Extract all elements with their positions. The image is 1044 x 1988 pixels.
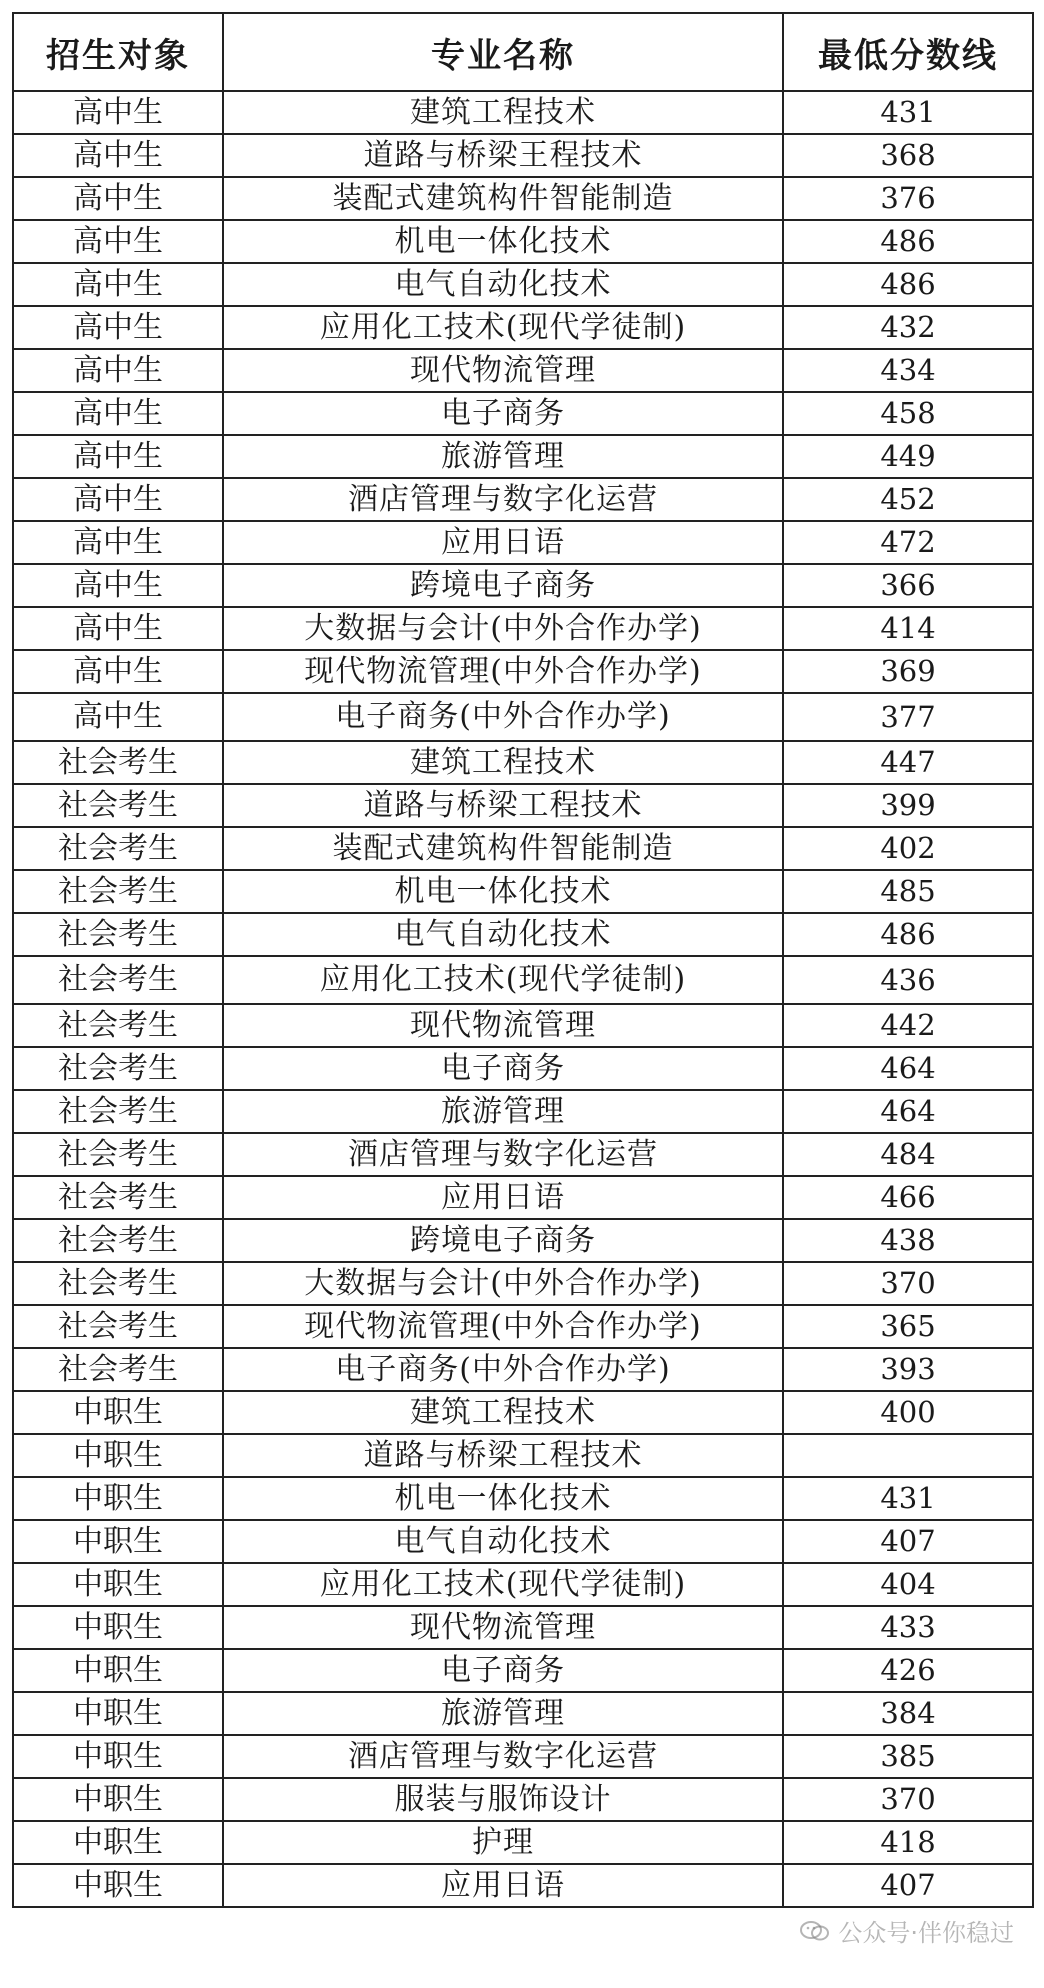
cell-major: 机电一体化技术 — [223, 870, 783, 913]
cell-target: 中职生 — [13, 1649, 223, 1692]
cell-major: 酒店管理与数字化运营 — [223, 1735, 783, 1778]
table-row — [13, 1735, 1033, 1778]
cell-major: 酒店管理与数字化运营 — [223, 478, 783, 521]
table-row — [13, 870, 1033, 913]
table-row — [13, 1520, 1033, 1563]
cell-score: 407 — [783, 1520, 1033, 1563]
cell-score: 393 — [783, 1348, 1033, 1391]
header-min-score: 最低分数线 — [783, 13, 1033, 91]
cell-target: 社会考生 — [13, 1262, 223, 1305]
cell-score — [783, 1434, 1033, 1477]
cell-target: 高中生 — [13, 650, 223, 693]
cell-target: 高中生 — [13, 306, 223, 349]
cell-major: 电子商务 — [223, 1649, 783, 1692]
cell-target: 社会考生 — [13, 784, 223, 827]
cell-score: 407 — [783, 1864, 1033, 1907]
cell-major: 护理 — [223, 1821, 783, 1864]
cell-major: 机电一体化技术 — [223, 1477, 783, 1520]
cell-major: 现代物流管理 — [223, 1606, 783, 1649]
table-row — [13, 693, 1033, 741]
table-row — [13, 220, 1033, 263]
cell-score: 433 — [783, 1606, 1033, 1649]
table-row — [13, 1004, 1033, 1047]
cell-target: 高中生 — [13, 564, 223, 607]
cell-score: 370 — [783, 1778, 1033, 1821]
cell-target: 高中生 — [13, 220, 223, 263]
cell-major: 酒店管理与数字化运营 — [223, 1133, 783, 1176]
cell-score: 365 — [783, 1305, 1033, 1348]
cell-target: 高中生 — [13, 263, 223, 306]
cell-target: 社会考生 — [13, 1133, 223, 1176]
table-row — [13, 956, 1033, 1004]
cell-score: 485 — [783, 870, 1033, 913]
cell-target: 社会考生 — [13, 1090, 223, 1133]
cell-major: 装配式建筑构件智能制造 — [223, 177, 783, 220]
cell-target: 中职生 — [13, 1864, 223, 1907]
table-row — [13, 1133, 1033, 1176]
table-row — [13, 1563, 1033, 1606]
cell-target: 中职生 — [13, 1821, 223, 1864]
cell-major: 应用日语 — [223, 1176, 783, 1219]
table-row — [13, 1047, 1033, 1090]
header-target: 招生对象 — [13, 13, 223, 91]
cell-major: 跨境电子商务 — [223, 564, 783, 607]
cell-score: 464 — [783, 1090, 1033, 1133]
cell-score: 449 — [783, 435, 1033, 478]
cell-target: 高中生 — [13, 435, 223, 478]
cell-major: 应用日语 — [223, 521, 783, 564]
cell-major: 旅游管理 — [223, 1692, 783, 1735]
cell-score: 438 — [783, 1219, 1033, 1262]
cell-score: 472 — [783, 521, 1033, 564]
cell-score: 447 — [783, 741, 1033, 784]
header-row — [13, 13, 1033, 91]
cell-score: 432 — [783, 306, 1033, 349]
watermark-text: 公众号·伴你稳过 — [838, 1919, 1014, 1947]
cell-target: 社会考生 — [13, 913, 223, 956]
cell-major: 电子商务(中外合作办学) — [223, 1348, 783, 1391]
cell-major: 建筑工程技术 — [223, 91, 783, 134]
watermark — [800, 1913, 1014, 1948]
cell-score: 466 — [783, 1176, 1033, 1219]
table-row — [13, 1606, 1033, 1649]
table-row — [13, 1305, 1033, 1348]
cell-target: 高中生 — [13, 693, 223, 741]
cell-major: 大数据与会计(中外合作办学) — [223, 607, 783, 650]
table-row — [13, 1649, 1033, 1692]
table-row — [13, 1348, 1033, 1391]
cell-target: 高中生 — [13, 177, 223, 220]
cell-major: 应用化工技术(现代学徒制) — [223, 956, 783, 1004]
cell-major: 电子商务 — [223, 392, 783, 435]
header-major: 专业名称 — [223, 13, 783, 91]
cell-score: 370 — [783, 1262, 1033, 1305]
table-row — [13, 741, 1033, 784]
cell-target: 社会考生 — [13, 741, 223, 784]
cell-score: 452 — [783, 478, 1033, 521]
cell-score: 486 — [783, 220, 1033, 263]
cell-major: 电子商务(中外合作办学) — [223, 693, 783, 741]
table-row — [13, 1864, 1033, 1907]
cell-target: 高中生 — [13, 349, 223, 392]
cell-major: 电子商务 — [223, 1047, 783, 1090]
cell-major: 旅游管理 — [223, 435, 783, 478]
cell-score: 426 — [783, 1649, 1033, 1692]
table-row — [13, 478, 1033, 521]
cell-major: 现代物流管理(中外合作办学) — [223, 1305, 783, 1348]
cell-score: 458 — [783, 392, 1033, 435]
wechat-icon — [800, 1920, 830, 1942]
cell-score: 369 — [783, 650, 1033, 693]
cell-major: 现代物流管理(中外合作办学) — [223, 650, 783, 693]
table-row — [13, 392, 1033, 435]
table-row — [13, 1434, 1033, 1477]
cell-major: 现代物流管理 — [223, 349, 783, 392]
cell-score: 484 — [783, 1133, 1033, 1176]
cell-major: 旅游管理 — [223, 1090, 783, 1133]
table-row — [13, 349, 1033, 392]
cell-score: 377 — [783, 693, 1033, 741]
cell-score: 486 — [783, 263, 1033, 306]
cell-target: 中职生 — [13, 1434, 223, 1477]
cell-score: 404 — [783, 1563, 1033, 1606]
cell-target: 中职生 — [13, 1735, 223, 1778]
cell-major: 应用日语 — [223, 1864, 783, 1907]
table-row — [13, 827, 1033, 870]
cell-target: 高中生 — [13, 392, 223, 435]
cell-target: 社会考生 — [13, 1004, 223, 1047]
table-row — [13, 263, 1033, 306]
cell-score: 418 — [783, 1821, 1033, 1864]
cell-score: 431 — [783, 1477, 1033, 1520]
cell-score: 436 — [783, 956, 1033, 1004]
cell-score: 366 — [783, 564, 1033, 607]
cell-target: 社会考生 — [13, 1348, 223, 1391]
cell-major: 应用化工技术(现代学徒制) — [223, 1563, 783, 1606]
score-sheet — [12, 12, 1032, 1976]
cell-major: 建筑工程技术 — [223, 1391, 783, 1434]
cell-target: 中职生 — [13, 1563, 223, 1606]
table-row — [13, 1477, 1033, 1520]
table-row — [13, 306, 1033, 349]
cell-target: 高中生 — [13, 478, 223, 521]
cell-score: 400 — [783, 1391, 1033, 1434]
cell-major: 服装与服饰设计 — [223, 1778, 783, 1821]
cell-major: 机电一体化技术 — [223, 220, 783, 263]
cell-target: 中职生 — [13, 1520, 223, 1563]
cell-target: 社会考生 — [13, 827, 223, 870]
cell-major: 道路与桥梁王程技术 — [223, 134, 783, 177]
cell-target: 社会考生 — [13, 1219, 223, 1262]
cell-score: 384 — [783, 1692, 1033, 1735]
cell-major: 电气自动化技术 — [223, 1520, 783, 1563]
cell-score: 376 — [783, 177, 1033, 220]
cell-target: 社会考生 — [13, 956, 223, 1004]
table-row — [13, 1391, 1033, 1434]
cell-target: 社会考生 — [13, 1305, 223, 1348]
cell-major: 道路与桥梁工程技术 — [223, 1434, 783, 1477]
table-row — [13, 1821, 1033, 1864]
cell-score: 385 — [783, 1735, 1033, 1778]
admission-score-table — [12, 12, 1034, 1908]
cell-score: 486 — [783, 913, 1033, 956]
cell-target: 高中生 — [13, 607, 223, 650]
cell-major: 电气自动化技术 — [223, 263, 783, 306]
cell-score: 368 — [783, 134, 1033, 177]
cell-major: 大数据与会计(中外合作办学) — [223, 1262, 783, 1305]
table-row — [13, 134, 1033, 177]
table-row — [13, 564, 1033, 607]
cell-target: 中职生 — [13, 1606, 223, 1649]
cell-score: 399 — [783, 784, 1033, 827]
table-row — [13, 1219, 1033, 1262]
table-body — [13, 91, 1033, 1907]
cell-target: 高中生 — [13, 134, 223, 177]
cell-target: 社会考生 — [13, 1176, 223, 1219]
table-row — [13, 607, 1033, 650]
cell-score: 464 — [783, 1047, 1033, 1090]
cell-score: 431 — [783, 91, 1033, 134]
cell-target: 高中生 — [13, 521, 223, 564]
cell-target: 高中生 — [13, 91, 223, 134]
cell-target: 中职生 — [13, 1477, 223, 1520]
cell-target: 社会考生 — [13, 870, 223, 913]
cell-target: 中职生 — [13, 1391, 223, 1434]
table-row — [13, 1778, 1033, 1821]
table-row — [13, 784, 1033, 827]
cell-target: 中职生 — [13, 1692, 223, 1735]
cell-major: 现代物流管理 — [223, 1004, 783, 1047]
cell-major: 跨境电子商务 — [223, 1219, 783, 1262]
cell-score: 414 — [783, 607, 1033, 650]
cell-score: 442 — [783, 1004, 1033, 1047]
table-row — [13, 177, 1033, 220]
table-row — [13, 521, 1033, 564]
cell-major: 装配式建筑构件智能制造 — [223, 827, 783, 870]
cell-target: 中职生 — [13, 1778, 223, 1821]
table-row — [13, 1692, 1033, 1735]
cell-score: 402 — [783, 827, 1033, 870]
cell-target: 社会考生 — [13, 1047, 223, 1090]
cell-major: 道路与桥梁工程技术 — [223, 784, 783, 827]
table-row — [13, 1262, 1033, 1305]
table-row — [13, 1090, 1033, 1133]
cell-major: 应用化工技术(现代学徒制) — [223, 306, 783, 349]
table-row — [13, 1176, 1033, 1219]
cell-score: 434 — [783, 349, 1033, 392]
cell-major: 电气自动化技术 — [223, 913, 783, 956]
table-row — [13, 650, 1033, 693]
table-row — [13, 91, 1033, 134]
table-row — [13, 913, 1033, 956]
cell-major: 建筑工程技术 — [223, 741, 783, 784]
table-row — [13, 435, 1033, 478]
